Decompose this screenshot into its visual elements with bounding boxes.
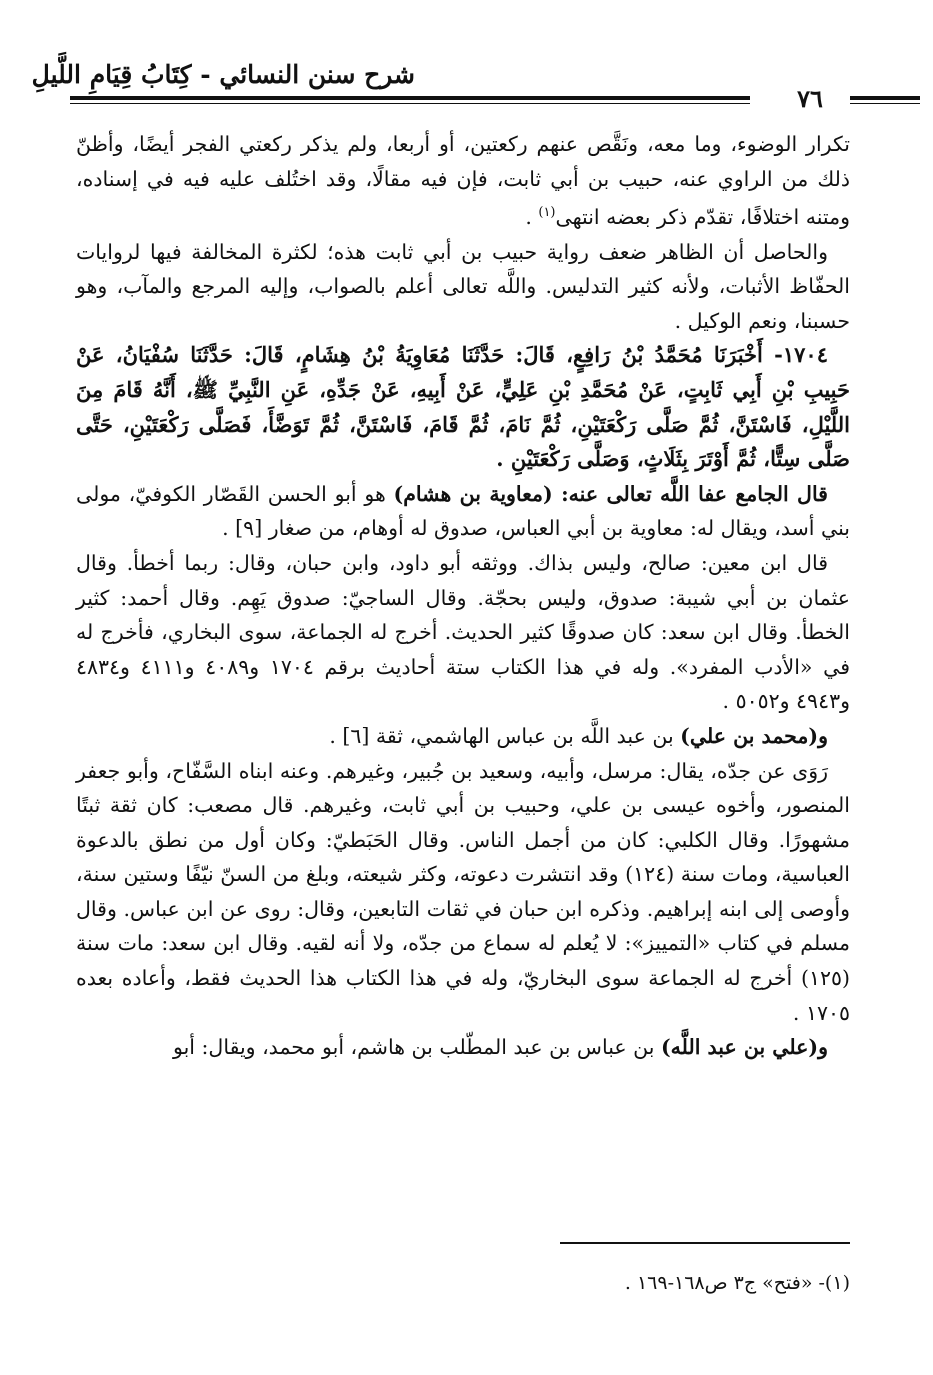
hadith-text: ١٧٠٤- أَخْبَرَنَا مُحَمَّدُ بْنُ رَافِعٍ، قَالَ: حَدَّثَنَا مُعَاوِيَةُ بْنُ هِشَامٍ، قَالَ: حَدَّثَنَا سُفْيَانُ، عَنْ حَبِيبِ بْنِ أَبِي ثَابِتٍ، عَنْ مُحَمَّدِ بْنِ عَلِيٍّ، عَنْ أَبِيهِ، عَنْ جَدِّهِ، عَنِ النَّبِيِّ ﷺ، أَنَّهُ قَامَ مِنَ اللَّيْلِ، فَاسْتَنَّ، ثُمَّ صَلَّى رَكْعَتَيْنِ، ثُمَّ نَامَ، ثُمَّ قَامَ، فَاسْتَنَّ، ثُمَّ تَوَضَّأَ، فَصَلَّى رَكْعَتَيْنِ، حَتَّى صَلَّى سِتًّا، ثُمَّ أَوْتَرَ بِثَلَاثٍ، وَصَلَّى رَكْعَتَيْنِ . [76, 342, 850, 472]
header-rule-thin [70, 103, 750, 104]
header-rule-short-thick [850, 96, 920, 100]
paragraph-2: والحاصل أن الظاهر ضعف رواية حبيب بن أبي ثابت هذه؛ لكثرة المخالفة فيها لروايات الحفّاظ الأثبات، ولأنه كثير التدليس. واللَّه تعالى أعلم بالصواب، وإليه المرجع والمآب، وهو حسبنا، ونعم الوكيل . [76, 239, 850, 333]
footnote: (١)- «فتح» ج٣ ص١٦٨-١٦٩ . [624, 1272, 850, 1294]
paragraph-3 [76, 477, 850, 546]
paragraph-5 [76, 719, 850, 754]
paragraph-1 [76, 127, 850, 235]
paragraph-6: رَوَى عن جدّه، يقال: مرسل، وأبيه، وسعيد بن جُبير، وغيرهم. وعنه ابناه السَّفّاح، وأبو جعفر المنصور، وأخوه عيسى بن علي، وحبيب بن أبي ثابت، وغيرهم. قال مصعب: كان ثقة ثبتًا مشهورًا. وقال الكلبي: كان من أجمل الناس. وقال الحَبَطيّ: وكان أول من نطق بالدعوة العباسية، ومات سنة (١٢٤) وقد انتشرت دعوته، وكثر شيعته، وبلغ من السنّ نيّفًا وستين سنة، وأوصى إلى ابنه إبراهيم. وذكره ابن حبان في ثقات التابعين، وقال: روى عن ابن عباس. وقال مسلم في كتاب «التمييز»: لا يُعلم له سماع من جدّه، ولا أنه لقيه. وقال ابن سعد: مات سنة (١٢٥) أخرج له الجماعة سوى البخاريّ، وله في هذا الكتاب هذا الحديث فقط، وأعاده بعده ١٧٠٥ . [76, 758, 851, 1025]
paragraph-3-heading: قال الجامع عفا اللَّه تعالى عنه: (معاوية بن هشام) [393, 481, 828, 506]
paragraph-3-text: هو أبو الحسن القَصّار الكوفيّ، مولى بني أسد، ويقال له: معاوية بن أبي العباس، صدوق له أوهام، من صغار [٩] . [76, 481, 850, 541]
header-rule-thick [70, 96, 750, 100]
paragraph-7 [76, 1030, 850, 1065]
footnote-separator [560, 1242, 850, 1244]
paragraph-5-heading: و(محمد بن علي) [680, 723, 828, 748]
paragraph-1-text: تكرار الوضوء، وما معه، ونَقَّص عنهم ركعتين، أو أربعا، ولم يذكر ركعتي الفجر أيضًا، وأظنّ ذلك من الراوي عنه، حبيب بن أبي ثابت، فإن فيه مقالًا، وقد اختُلف عليه فيه في إسناده، ومتنه اختلافًا، تقدّم ذكر بعضه انتهى [76, 132, 850, 230]
paragraph-7-text: بن عباس بن عبد المطّلب بن هاشم، أبو محمد، ويقال: أبو [173, 1035, 661, 1060]
paragraph-1-end: . [525, 205, 539, 230]
page-number: ٧٦ [797, 84, 823, 113]
header-rule-short-thin [850, 103, 920, 104]
main-text [76, 127, 850, 1065]
running-header-title: شرح سنن النسائي - كِتَابُ قِيَامِ اللَّيلِ [31, 60, 415, 89]
paragraph-4: قال ابن معين: صالح، وليس بذاك. ووثقه أبو داود، وابن حبان، وقال: ربما أخطأ. وقال عثمان بن أبي شيبة: صدوق، وليس بحجّة. وقال الساجيّ: صدوق يَهِم. وقال أحمد: كثير الخطأ. وقال ابن سعد: كان صدوقًا كثير الحديث. أخرج له الجماعة، سوى البخاري، فأخرج له في «الأدب المفرد». وله في هذا الكتاب ستة أحاديث برقم ١٧٠٤ و٤٠٨٩ و٤١١١ و٤٨٣٤ و٤٩٤٣ و٥٠٥٢ . [76, 550, 850, 714]
paragraph-7-heading: و(علي بن عبد اللَّه) [660, 1035, 828, 1060]
paragraph-5-text: بن عبد اللَّه بن عباس الهاشمي، ثقة [٦] . [329, 723, 681, 748]
page-header [31, 55, 850, 115]
footnote-marker: (١) [538, 205, 556, 221]
